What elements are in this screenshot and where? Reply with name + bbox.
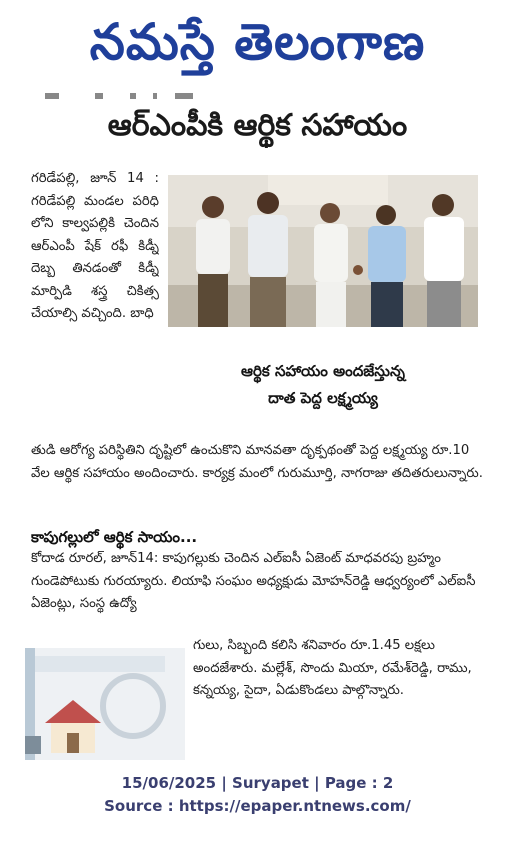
page-footer [0,772,515,832]
second-story-body-continued: గులు, సిబ్బంది కలిసి శనివారం రూ.1.45 లక్షలు అందజేశారు. మల్లేశ్, సొందు మియా, రమేశ్‌రెడ్డి, రాము, కన్నయ్య, సైదా, ఏడుకొండలు పాల్గొన్నారు. [193,638,472,698]
article-body-continued: తుడి ఆరోగ్య పరిస్థితిని దృష్టిలో ఉంచుకొని మానవతా దృక్పథంతో పెద్ద లక్ష్మయ్య రూ.10 వేల ఆర్థిక సహాయం అందించారు. కార్యక్ర మంలో గురుమూర్తి, నాగరాజు తదితరులున్నారు. [31,443,483,481]
news-photo-donation [168,175,478,327]
caption-line-2: దాత పెద్ద లక్ష్మయ్య [268,389,378,407]
photo-illustration [168,175,478,327]
second-story-body: కోదాడ రూరల్, జూన్14: కాపుగల్లుకు చెందిన ఎల్ఐసీ ఏజెంట్ మాధవరపు బ్రహ్మం గుండెపోటుకు గురయ్యారు. లియాఫి సంఘం అధ్యక్షుడు మోహన్‌రెడ్డి ఆధ్వర్యంలో ఎల్ఐసీ ఏజెంట్లు, సంస్థ ఉద్యో [31,551,476,611]
newspaper-masthead: నమస్తే తెలంగాణ [89,13,426,71]
source-link[interactable]: Source : https://epaper.ntnews.com/ [104,797,411,815]
clipped-top-fragment [35,90,485,102]
photo-caption [168,358,478,412]
cut-text-fragment [35,90,485,102]
article-headline: ఆర్‌ఎంపీకి ఆర్థిక సహాయం [107,108,408,143]
article-clipping [25,90,490,740]
article-body-left-column: గరిడేపల్లి, జూన్ 14 : గరిడేపల్లి మండల పరిధి లోని కాల్వపల్లికి చెందిన ఆర్‌ఎంపీ షేక్ రఫీ కిడ్నీ దెబ్బ తినడంతో కిడ్నీ మార్పిడి శస్త్ర చికిత్స చేయాల్సి వచ్చింది. బాధి [31,171,159,321]
edition-info: 15/06/2025 | Suryapet | Page : 2 [121,774,394,792]
second-story-subhead: కాపుగల్లులో ఆర్థిక సాయం... [31,528,198,546]
classified-ad-image [25,648,185,760]
caption-line-1: ఆర్థిక సహాయం అందజేస్తున్న [241,362,405,380]
house-ad-illustration [25,648,185,760]
